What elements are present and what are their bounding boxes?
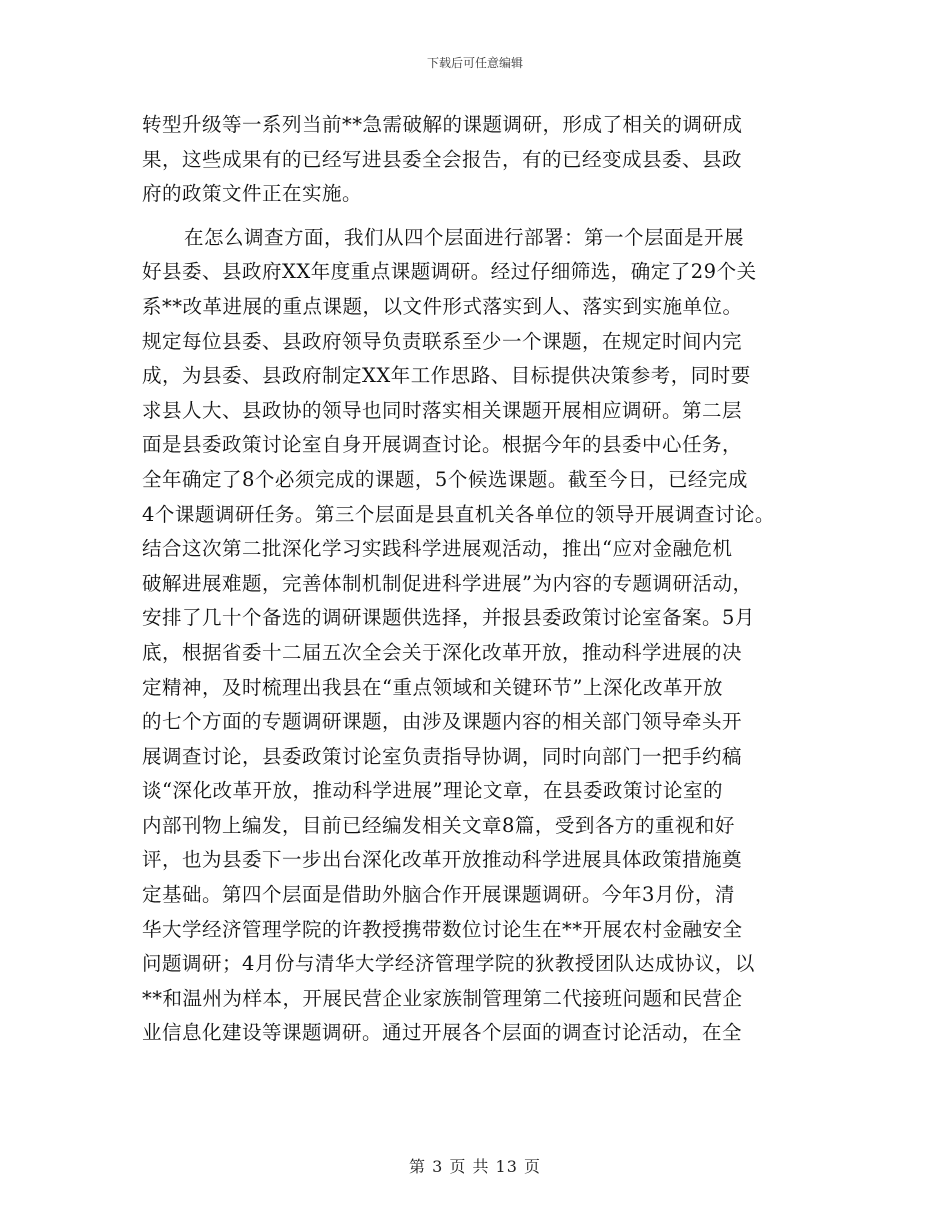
text-line: 问题调研；4月份与清华大学经济管理学院的狄教授团队达成协议，以 [142,952,755,976]
text-line: 成，为县委、县政府制定XX年工作思路、目标提供决策参考，同时要 [142,364,751,388]
text-line: 4个课题调研任务。第三个层面是县直机关各单位的领导开展调查讨论。 [142,502,775,526]
text-line: 定精神，及时梳理出我县在“重点领域和关键环节”上深化改革开放 [142,675,723,699]
document-body [142,108,832,1155]
text-line: 全年确定了8个必须完成的课题，5个候选课题。截至今日，已经完成 [142,467,748,491]
text-line [142,1086,832,1121]
text-line [142,1120,832,1155]
text-line: **和温州为样本，开展民营企业家族制管理第二代接班问题和民营企 [142,986,743,1010]
paragraph-1 [142,108,832,212]
text-line: 展调查讨论，县委政策讨论室负责指导协调，同时向部门一把手约稿 [142,744,743,768]
text-line: 内部刊物上编发，目前已经编发相关文章8篇，受到各方的重视和好 [142,813,735,837]
text-line: 规定每位县委、县政府领导负责联系至少一个课题，在规定时间内完 [142,329,743,353]
text-line: 结合这次第二批深化学习实践科学进展观活动，推出“应对金融危机 [142,537,733,561]
text-line: 底，根据省委十二届五次全会关于深化改革开放，推动科学进展的决 [142,640,743,664]
text-line: 的七个方面的专题调研课题，由涉及课题内容的相关部门领导牵头开 [142,710,743,734]
text-line: 府的政策文件正在实施。 [142,182,363,206]
text-line: 转型升级等一系列当前**急需破解的课题调研，形成了相关的调研成 [142,113,743,136]
text-line: 定基础。第四个层面是借助外脑合作开展课题调研。今年3月份，清 [142,883,735,907]
text-line: 面是县委政策讨论室自身开展调查讨论。根据今年的县委中心任务， [142,433,743,457]
text-line: 在怎么调查方面，我们从四个层面进行部署：第一个层面是开展 [184,225,745,249]
text-line: 好县委、县政府XX年度重点课题调研。经过仔细筛选，确定了29个关 [142,260,757,284]
paragraph-gap [142,212,832,221]
text-line: 求县人大、县政协的领导也同时落实相关课题开展相应调研。第二层 [142,398,743,422]
page-number-footer: 第 3 页 共 13 页 [409,1157,541,1176]
text-line: 果，这些成果有的已经写进县委全会报告，有的已经变成县委、县政 [142,147,743,171]
text-line: 华大学经济管理学院的许教授携带数位讨论生在**开展农村金融安全 [142,917,743,941]
text-line: 评，也为县委下一步出台深化改革开放推动科学进展具体政策措施奠 [142,848,743,872]
text-line: 业信息化建设等课题调研。通过开展各个层面的调查讨论活动，在全 [142,1021,743,1045]
text-line: 谈“深化改革开放，推动科学进展”理论文章，在县委政策讨论室的 [142,779,723,803]
paragraph-2 [142,221,832,1155]
text-line [142,1051,832,1086]
text-line: 破解进展难题，完善体制机制促进科学进展”为内容的专题调研活动， [142,571,753,595]
text-line: 安排了几十个备选的调研课题供选择，并报县委政策讨论室备案。5月 [142,606,755,630]
page-header: 下载后可任意编辑 [426,56,523,70]
text-line: 系**改革进展的重点课题，以文件形式落实到人、落实到实施单位。 [142,294,743,318]
